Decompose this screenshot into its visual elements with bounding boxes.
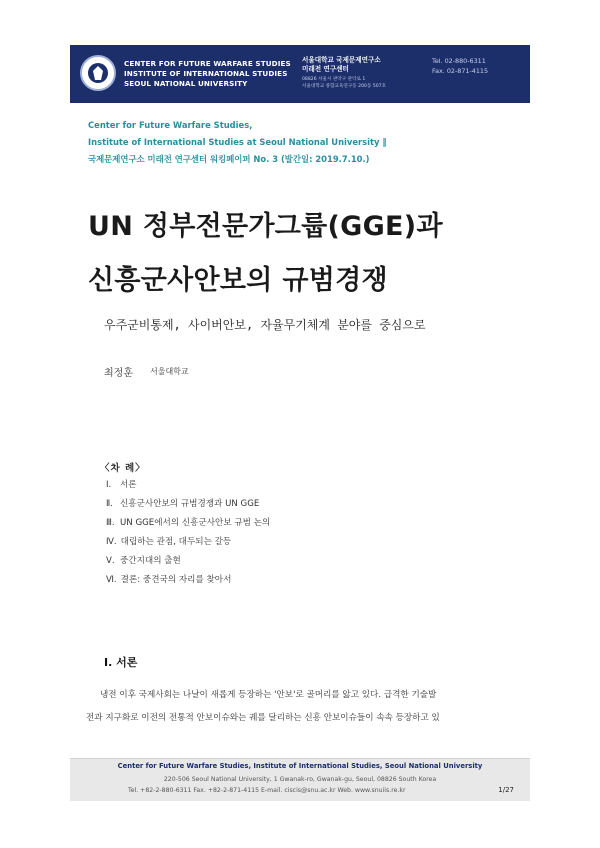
section-heading: Ⅰ. 서론 [104, 656, 138, 669]
banner-korean-name: 서울대학교 국제문제연구소 미래전 연구센터 08826 서울시 관악구 관악로 1 서울대학교 종합교육연구동 200동 507호 [302, 56, 387, 89]
banner-address: 08826 서울시 관악구 관악로 1 [302, 77, 366, 82]
header-banner [70, 45, 530, 103]
banner-fax: Fax. 02-871-4115 [432, 67, 489, 75]
toc-item[interactable]: Ⅰ. 서론 [106, 480, 137, 490]
banner-tel: Tel. 02-880-6311 [432, 57, 486, 65]
footer-address: 220-506 Seoul National University, 1 Gwanak-ro, Gwanak-gu, Seoul, 08826 South Korea [163, 776, 437, 783]
page-subtitle: 우주군비통제, 사이버안보, 자율무기체계 분야를 중심으로 [104, 318, 426, 332]
footer-contact: Tel. +82-2-880-6311 Fax. +82-2-871-4115 E-mail. ciscis@snu.ac.kr Web. www.snuiis.re.kr [128, 787, 406, 794]
toc-item[interactable]: Ⅲ. UN GGE에서의 신흥군사안보 규범 논의 [106, 518, 271, 528]
toc-item[interactable]: Ⅵ. 결론: 중견국의 자리를 찾아서 [106, 575, 232, 585]
page-footer [70, 758, 530, 801]
page-number: 1/27 [498, 786, 514, 794]
table-of-contents [106, 476, 270, 590]
author-affiliation: 서울대학교 [150, 367, 189, 376]
banner-contact [432, 56, 488, 76]
toc-item[interactable]: Ⅱ. 신흥군사안보의 규범경쟁과 UN GGE [106, 499, 260, 509]
toc-item[interactable]: Ⅳ. 대립하는 관점, 대두되는 갈등 [106, 537, 232, 547]
series-info: Center for Future Warfare Studies, Institute of International Studies at Seoul National University ‖ 국제문제연구소 미래전 연구센터 워킹페이퍼 No. 3 (발간일: 2019.7.10.) [88, 120, 387, 164]
snu-logo [80, 55, 116, 91]
body-paragraph: 냉전 이후 국제사회는 나날이 새롭게 등장하는 '안보'로 골머리를 앓고 있다. 급격한 기술발 전과 지구화로 이전의 전통적 안보이슈와는 궤를 달리하는 신흥 안보이슈들이 속속 등장하고 있 [86, 690, 440, 723]
banner-address-detail: 서울대학교 종합교육연구동 200동 507호 [302, 84, 387, 89]
toc-item[interactable]: Ⅴ. 중간지대의 출현 [106, 556, 181, 566]
footer-institution: Center for Future Warfare Studies, Institute of International Studies, Seoul National University [117, 762, 483, 770]
banner-english-name: CENTER FOR FUTURE WARFARE STUDIES INSTITUTE OF INTERNATIONAL STUDIES SEOUL NATIONAL UNIVERSITY [124, 59, 291, 88]
page-title: UN 정부전문가그룹(GGE)과 신흥군사안보의 규범경쟁 [88, 211, 443, 296]
author-name: 최정훈 [104, 368, 133, 379]
toc-title: 〈차 례〉 [100, 463, 146, 474]
